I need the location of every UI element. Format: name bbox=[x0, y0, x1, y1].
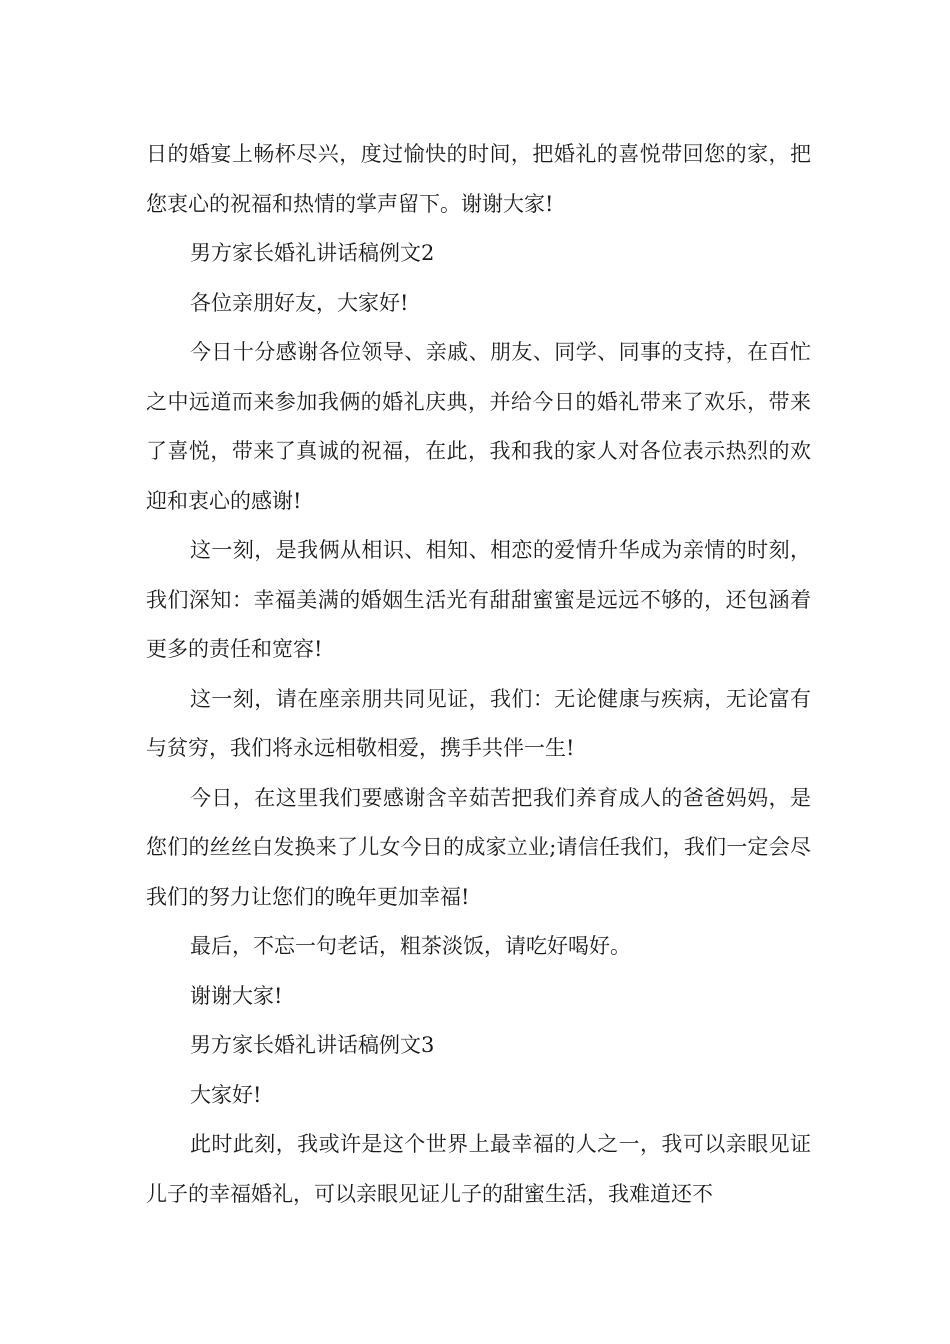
paragraph-greeting: 各位亲朋好友，大家好! bbox=[190, 290, 409, 315]
paragraph-thanks: 今日十分感谢各位领导、亲戚、朋友、同学、同事的支持，在百忙之中远道而来参加我俩的婚礼庆典，并给今日的婚礼带来了欢乐，带来了喜悦，带来了真诚的祝福，在此，我和我的家人对各位表示热烈的欢迎和衷心的感谢! bbox=[146, 340, 811, 513]
paragraph-happiness: 此时此刻，我或许是这个世界上最幸福的人之一，我可以亲眼见证儿子的幸福婚礼，可以亲眼见证儿子的甜蜜生活，我难道还不 bbox=[146, 1132, 811, 1206]
paragraph-greeting-2: 大家好! bbox=[190, 1082, 262, 1107]
paragraph-moment: 这一刻，是我俩从相识、相知、相恋的爱情升华成为亲情的时刻，我们深知：幸福美满的婚姻生活光有甜甜蜜蜜是远远不够的，还包涵着更多的责任和宽容! bbox=[146, 538, 811, 661]
section-heading-example-2: 男方家长婚礼讲话稿例文2 bbox=[190, 241, 435, 265]
paragraph-witness: 这一刻，请在座亲朋共同见证，我们：无论健康与疾病，无论富有与贫穷，我们将永远相敬相爱，携手共伴一生! bbox=[146, 686, 811, 760]
section-heading-example-3: 男方家长婚礼讲话稿例文3 bbox=[190, 1033, 435, 1057]
paragraph-closing: 最后，不忘一句老话，粗茶淡饭，请吃好喝好。 bbox=[190, 934, 631, 958]
paragraph-parents: 今日，在这里我们要感谢含辛茹苦把我们养育成人的爸爸妈妈，是您们的丝丝白发换来了儿女今日的成家立业;请信任我们，我们一定会尽我们的努力让您们的晚年更加幸福! bbox=[146, 785, 811, 909]
document-body bbox=[146, 130, 811, 1219]
paragraph-thank-you: 谢谢大家! bbox=[190, 983, 283, 1008]
paragraph-continuation: 日的婚宴上畅杯尽兴，度过愉快的时间，把婚礼的喜悦带回您的家，把您衷心的祝福和热情的掌声留下。谢谢大家! bbox=[146, 142, 811, 216]
